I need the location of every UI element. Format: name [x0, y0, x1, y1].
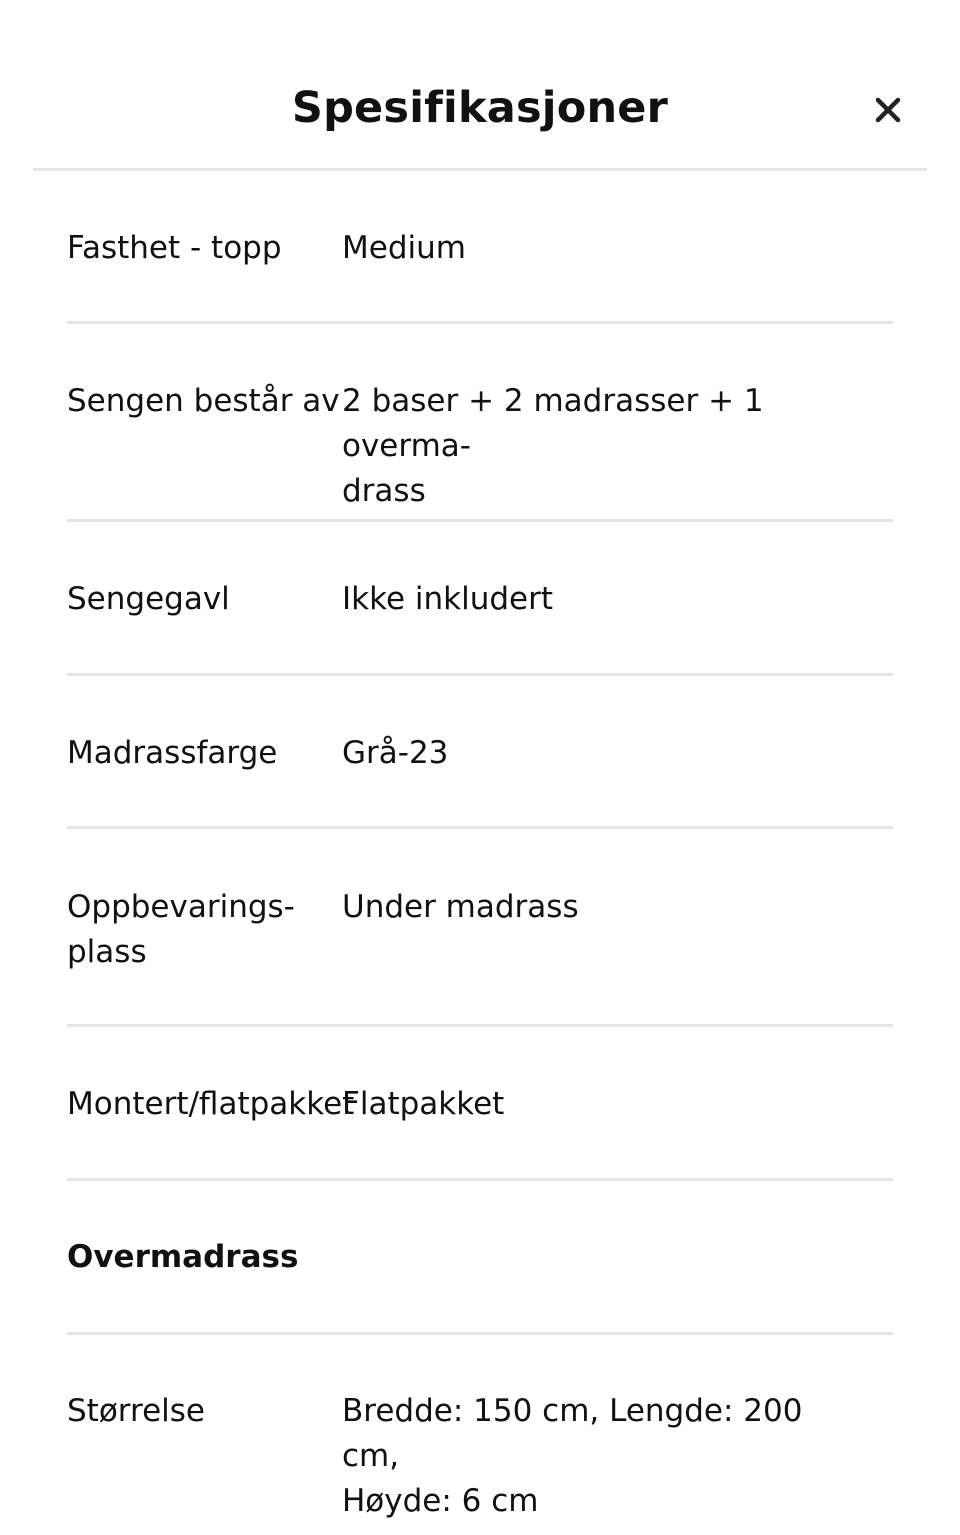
- spec-row-assembly: [67, 1027, 893, 1181]
- spec-label: Montert/flatpakket: [67, 1086, 355, 1122]
- spec-value-line: Høyde: 6 cm: [342, 1483, 539, 1519]
- spec-label: Sengegavl: [67, 581, 230, 617]
- spec-label-line: plass: [67, 934, 147, 970]
- section-heading-row: [67, 1181, 893, 1335]
- spec-label: Fasthet - topp: [67, 230, 282, 266]
- spec-value: [342, 379, 862, 514]
- spec-row-headboard: [67, 522, 893, 676]
- close-icon: [866, 88, 910, 132]
- section-heading: Overmadrass: [67, 1239, 299, 1275]
- spec-value: Flatpakket: [342, 1086, 505, 1122]
- spec-row-size: [67, 1335, 893, 1535]
- spec-value: Ikke inkludert: [342, 581, 553, 617]
- dialog-title: Spesifikasjoner: [291, 83, 669, 133]
- spec-value-line: Bredde: 150 cm, Lengde: 200 cm,: [342, 1393, 803, 1474]
- spec-row-firmness: [67, 171, 893, 324]
- spec-label: Sengen består av: [67, 383, 340, 419]
- spec-value: Under madrass: [342, 889, 579, 925]
- spec-label-line: Oppbevarings-: [67, 889, 295, 925]
- spec-value: Grå-23: [342, 735, 449, 771]
- spec-value: [342, 1389, 862, 1524]
- spec-value: Medium: [342, 230, 466, 266]
- spec-list: [67, 171, 893, 1535]
- close-button[interactable]: [866, 88, 910, 132]
- spec-label: Madrassfarge: [67, 735, 278, 771]
- spec-value-line: drass: [342, 473, 426, 509]
- spec-row-bed-contents: [67, 324, 893, 522]
- spec-value-line: 2 baser + 2 madrasser + 1 overma-: [342, 383, 764, 464]
- spec-row-mattress-color: [67, 676, 893, 829]
- spec-row-storage: [67, 829, 893, 1027]
- dialog-header: [0, 0, 960, 170]
- spec-label: Størrelse: [67, 1393, 205, 1429]
- spec-label: [67, 885, 337, 975]
